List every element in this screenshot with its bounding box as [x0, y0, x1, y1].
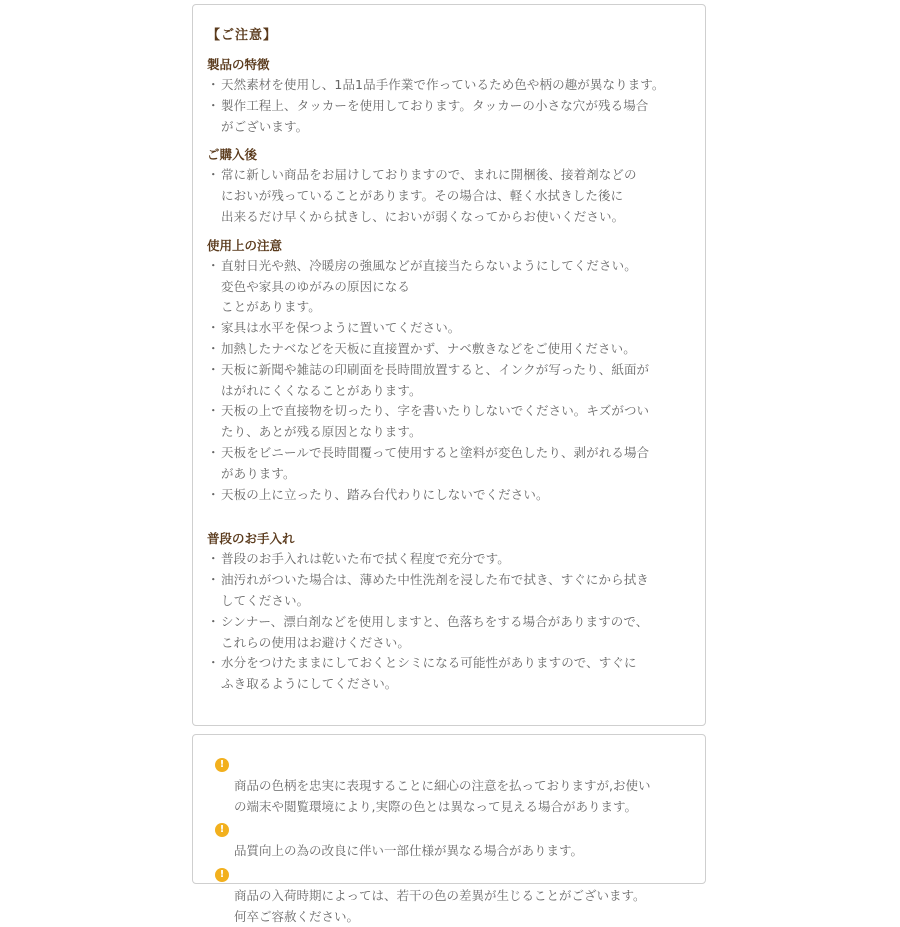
- info-item: [215, 755, 693, 817]
- list-item-text: 天板の上に立ったり、踏み台代わりにしないでください。: [221, 486, 549, 502]
- list-item-text: 天然素材を使用し、1品1品手作業で作っているため色や柄の趣が異なります。: [221, 77, 665, 92]
- list-item: [207, 339, 695, 360]
- bullet-mark: ・: [207, 340, 220, 356]
- exclamation-circle-icon: !: [215, 823, 229, 837]
- list-item-text: 水分をつけたままにしておくとシミになる可能性がありますので、すぐに ふき取るようにしてください。: [221, 655, 637, 692]
- bullet-mark: ・: [207, 486, 220, 502]
- section-heading: ご購入後: [207, 147, 258, 163]
- list-item: [207, 443, 695, 485]
- notice-title: 【ご注意】: [207, 28, 278, 43]
- list-item-text: 油汚れがついた場合は、薄めた中性洗剤を浸した布で拭き、すぐにから拭き してください。: [221, 572, 649, 608]
- section-heading: 普段のお手入れ: [207, 531, 295, 547]
- list-item-text: 加熱したナベなどを天板に直接置かず、ナベ敷きなどをご使用ください。: [221, 340, 636, 356]
- exclamation-circle-icon: !: [215, 868, 229, 882]
- bullet-mark: ・: [207, 361, 220, 377]
- list-item: [207, 653, 695, 695]
- bullet-mark: ・: [207, 257, 220, 273]
- list-item: [207, 570, 695, 612]
- list-item: [207, 360, 695, 402]
- list-item-text: 天板に新聞や雑誌の印刷面を長時間放置すると、インクが写ったり、紙面が はがれにくくなることがあります。: [221, 361, 650, 398]
- bullet-list: [207, 549, 695, 695]
- list-item: [207, 485, 695, 506]
- bullet-list: [207, 165, 695, 227]
- bullet-mark: ・: [207, 444, 220, 460]
- bullet-mark: ・: [207, 572, 220, 588]
- product-info-panel: [192, 734, 706, 924]
- list-item: [207, 165, 695, 227]
- bullet-mark: ・: [207, 551, 220, 567]
- list-item: [207, 96, 695, 138]
- section-usage-cautions: [207, 236, 695, 506]
- care-notice-panel: [192, 4, 706, 726]
- list-item: [207, 549, 695, 570]
- bullet-mark: ・: [207, 655, 220, 671]
- bullet-list: [207, 256, 695, 506]
- list-item: [207, 75, 695, 96]
- bullet-mark: ・: [207, 97, 220, 113]
- list-item: [207, 256, 695, 318]
- section-product-features: [207, 55, 695, 137]
- section-daily-care: [207, 529, 695, 695]
- section-heading: 製品の特徴: [207, 57, 270, 72]
- bullet-mark: ・: [207, 167, 220, 183]
- info-item-text: 品質向上の為の改良に伴い一部仕様が異なる場合があります。: [234, 843, 584, 859]
- bullet-mark: ・: [207, 613, 220, 629]
- bullet-mark: ・: [207, 403, 220, 419]
- list-item: [207, 401, 695, 443]
- list-item-text: 常に新しい商品をお届けしておりますので、まれに開梱後、接着剤などの においが残っていることがあります。その場合は、軽く水拭きした後に 出来るだけ早くから拭きし、においが弱くなってからお使いください。: [221, 167, 637, 224]
- list-item-text: 天板をビニールで長時間覆って使用すると塗料が変色したり、剥がれる場合 があります。: [221, 444, 650, 481]
- bullet-list: [207, 75, 695, 137]
- list-item-text: 直射日光や熱、冷暖房の強風などが直接当たらないようにしてください。 変色や家具のゆがみの原因になる ことがあります。: [221, 257, 637, 315]
- section-after-purchase: [207, 145, 695, 227]
- list-item-text: シンナー、漂白剤などを使用しますと、色落ちをする場合がありますので、 これらの使用はお避けください。: [221, 613, 649, 650]
- list-item-text: 天板の上で直接物を切ったり、字を書いたりしないでください。キズがつい たり、あとが残る原因となります。: [221, 403, 650, 440]
- section-heading: 使用上の注意: [207, 237, 283, 253]
- info-item-text: 商品の入荷時期によっては、若干の色の差異が生じることがございます。 何卒ご容赦ください。: [234, 887, 646, 924]
- bullet-mark: ・: [207, 320, 220, 336]
- list-item-text: 家具は水平を保つように置いてください。: [221, 320, 461, 336]
- list-item-text: 製作工程上、タッカーを使用しております。タッカーの小さな穴が残る場合 がございます。: [221, 97, 649, 134]
- bullet-mark: ・: [207, 77, 220, 92]
- info-item-text: 商品の色柄を忠実に表現することに細心の注意を払っておりますが,お使い の端末や閲覧環境により,実際の色とは異なって見える場合があります。: [234, 777, 651, 814]
- info-item: [215, 865, 693, 927]
- exclamation-circle-icon: !: [215, 758, 229, 772]
- list-item-text: 普段のお手入れは乾いた布で拭く程度で充分です。: [221, 551, 510, 567]
- list-item: [207, 612, 695, 654]
- info-item: [215, 820, 693, 862]
- list-item: [207, 318, 695, 339]
